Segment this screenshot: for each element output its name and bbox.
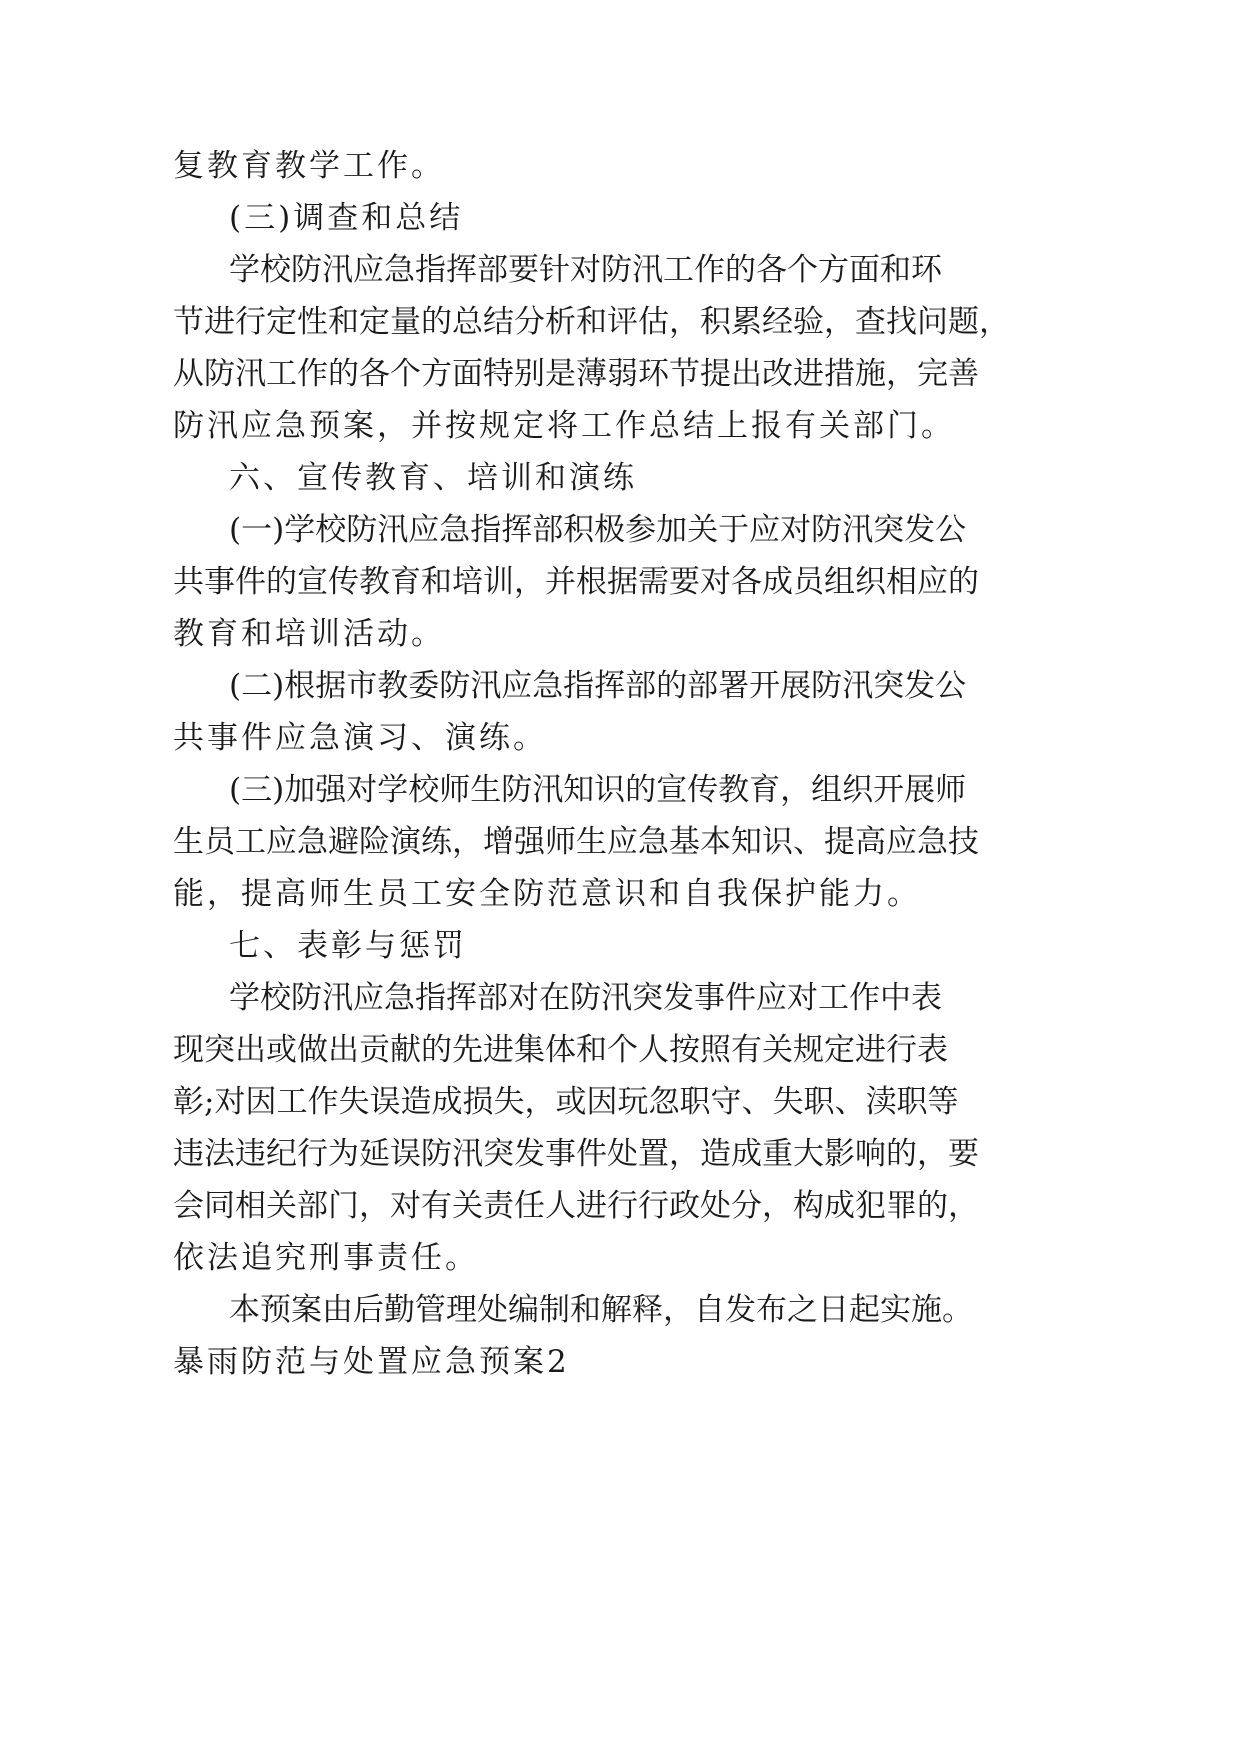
text-line: 节进行定性和定量的总结分析和评估，积累经验，查找问题，: [173, 304, 1010, 340]
text-line: (二)根据市教委防汛应急指挥部的部署开展防汛突发公: [229, 668, 967, 704]
text-line: 学校防汛应急指挥部对在防汛突发事件应对工作中表: [229, 980, 942, 1016]
text-line: 会同相关部门，对有关责任人进行行政处分，构成犯罪的，: [173, 1188, 979, 1224]
section-heading: 七、表彰与惩罚: [229, 928, 467, 964]
text-line: 学校防汛应急指挥部要针对防汛工作的各个方面和环: [229, 252, 942, 288]
text-line: 复教育教学工作。: [173, 148, 445, 184]
text-line: 从防汛工作的各个方面特别是薄弱环节提出改进措施，完善: [173, 356, 979, 392]
text-line: 共事件的宣传教育和培训，并根据需要对各成员组织相应的: [173, 564, 979, 600]
text-line: 彰;对因工作失误造成损失，或因玩忽职守、失职、渎职等: [173, 1084, 959, 1120]
text-line: (一)学校防汛应急指挥部积极参加关于应对防汛突发公: [229, 512, 967, 548]
text-line: 共事件应急演习、演练。: [173, 720, 547, 756]
section-heading: 六、宣传教育、培训和演练: [229, 460, 637, 496]
text-line: 依法追究刑事责任。: [173, 1240, 479, 1276]
text-line: 防汛应急预案，并按规定将工作总结上报有关部门。: [173, 408, 955, 444]
text-line: 生员工应急避险演练，增强师生应急基本知识、提高应急技: [173, 824, 979, 860]
text-line: 教育和培训活动。: [173, 616, 445, 652]
text-line: (三)加强对学校师生防汛知识的宣传教育，组织开展师: [229, 772, 967, 808]
text-line: 能，提高师生员工安全防范意识和自我保护能力。: [173, 876, 921, 912]
text-line: 现突出或做出贡献的先进集体和个人按照有关规定进行表: [173, 1032, 948, 1068]
text-line: 本预案由后勤管理处编制和解释，自发布之日起实施。: [229, 1292, 973, 1328]
section-heading: (三)调查和总结: [229, 200, 464, 236]
document-title: 暴雨防范与处置应急预案2: [173, 1344, 570, 1380]
text-line: 违法违纪行为延误防汛突发事件处置，造成重大影响的，要: [173, 1136, 979, 1172]
